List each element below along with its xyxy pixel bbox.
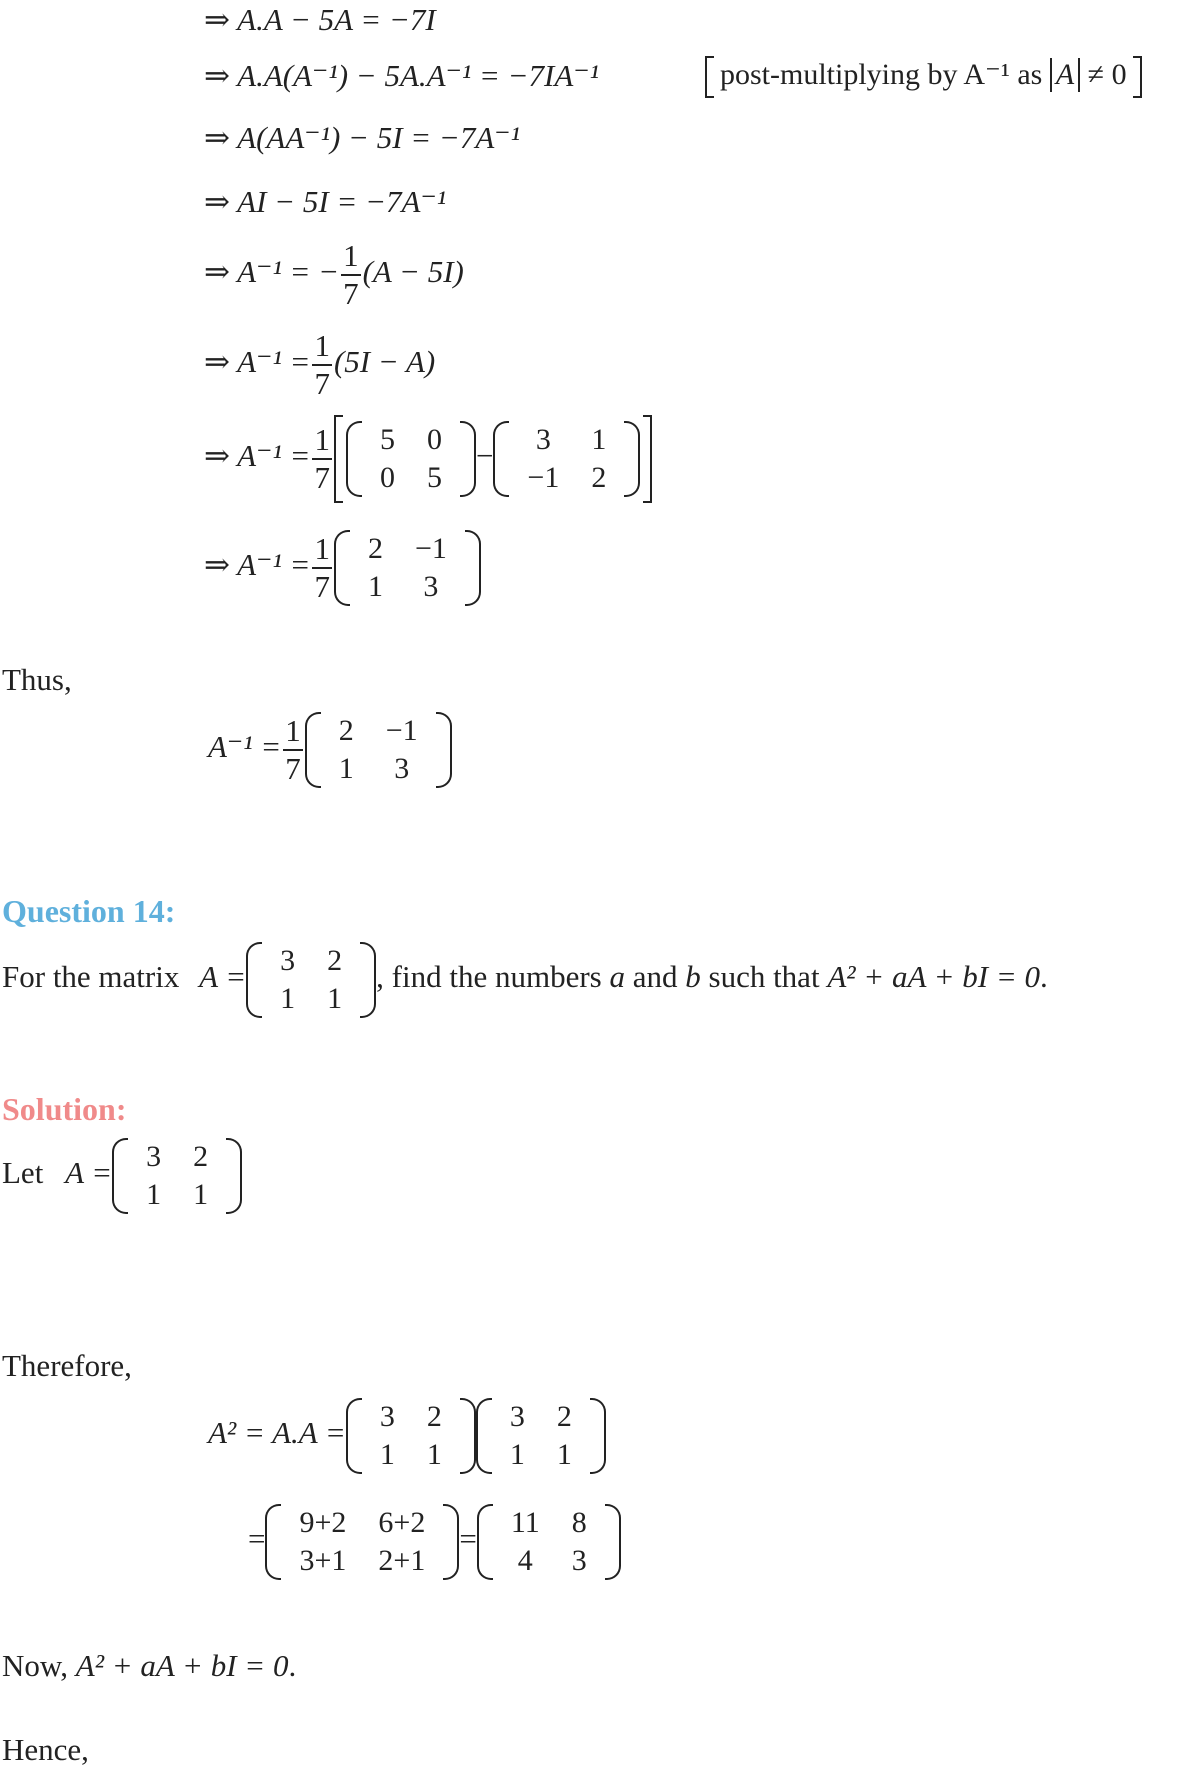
step-6: ⇒ A⁻¹ = $\frac{1}{7}$ (5I − A) <box>204 328 436 401</box>
fraction: $\frac{1}{7}$ <box>285 713 301 786</box>
matrix-inverse: 2 −1 1 3 <box>305 712 452 788</box>
therefore-label: Therefore, <box>2 1348 132 1383</box>
fraction: $\frac{1}{7}$ <box>314 422 330 495</box>
step-1: ⇒ A.A − 5A = −7I <box>204 2 436 37</box>
fraction: $\frac{1}{7}$ <box>343 238 359 311</box>
thus-equation: A⁻¹ = $\frac{1}{7}$ 2 −1 1 3 <box>208 712 452 788</box>
step-4: ⇒ AI − 5I = −7A⁻¹ <box>204 184 447 219</box>
step-8: ⇒ A⁻¹ = $\frac{1}{7}$ 2 −1 1 3 <box>204 530 481 606</box>
question-text: For the matrix A = 3 2 1 1 , find the numbers a and b such that A² + aA + bI = 0. <box>2 942 1048 1018</box>
matrix-A: 3 1 −1 2 <box>493 421 640 497</box>
matrix-A: 3 2 1 1 <box>112 1138 242 1214</box>
let-statement: Let A = 3 2 1 1 <box>2 1138 242 1214</box>
matrix-A: 3 2 1 1 <box>246 942 376 1018</box>
matrix-a-squared: 11 8 4 3 <box>477 1504 621 1580</box>
hence-label: Hence, <box>2 1732 89 1767</box>
matrix-5I: 5 0 0 5 <box>346 421 476 497</box>
step-5: ⇒ A⁻¹ = − $\frac{1}{7}$ (A − 5I) <box>204 238 464 311</box>
a-squared-row-1: A² = A.A = 3 2 1 1 3 2 1 1 <box>208 1398 606 1474</box>
matrix-inverse: 2 −1 1 3 <box>334 530 481 606</box>
post-multiply-note: post-multiplying by A⁻¹ as A ≠ 0 <box>705 56 1142 98</box>
square-bracket: 5 0 0 5 − 3 1 −1 2 <box>334 415 652 503</box>
thus-label: Thus, <box>2 662 72 697</box>
now-statement: Now, A² + aA + bI = 0. <box>2 1648 297 1683</box>
a-squared-row-2: = 9+2 6+2 3+1 2+1 = 11 8 4 3 <box>248 1504 621 1580</box>
fraction: $\frac{1}{7}$ <box>314 328 330 401</box>
solution-heading: Solution: <box>2 1091 127 1127</box>
step-2: ⇒ A.A(A⁻¹) − 5A.A⁻¹ = −7IA⁻¹ <box>204 58 599 93</box>
question-heading: Question 14: <box>2 893 176 929</box>
matrix-A: 3 2 1 1 <box>346 1398 476 1474</box>
step-7: ⇒ A⁻¹ = $\frac{1}{7}$ 5 0 0 5 − 3 1 −1 2 <box>204 415 652 503</box>
step-3: ⇒ A(AA⁻¹) − 5I = −7A⁻¹ <box>204 120 520 155</box>
matrix-A: 3 2 1 1 <box>476 1398 606 1474</box>
matrix-products: 9+2 6+2 3+1 2+1 <box>265 1504 459 1580</box>
fraction: $\frac{1}{7}$ <box>314 531 330 604</box>
